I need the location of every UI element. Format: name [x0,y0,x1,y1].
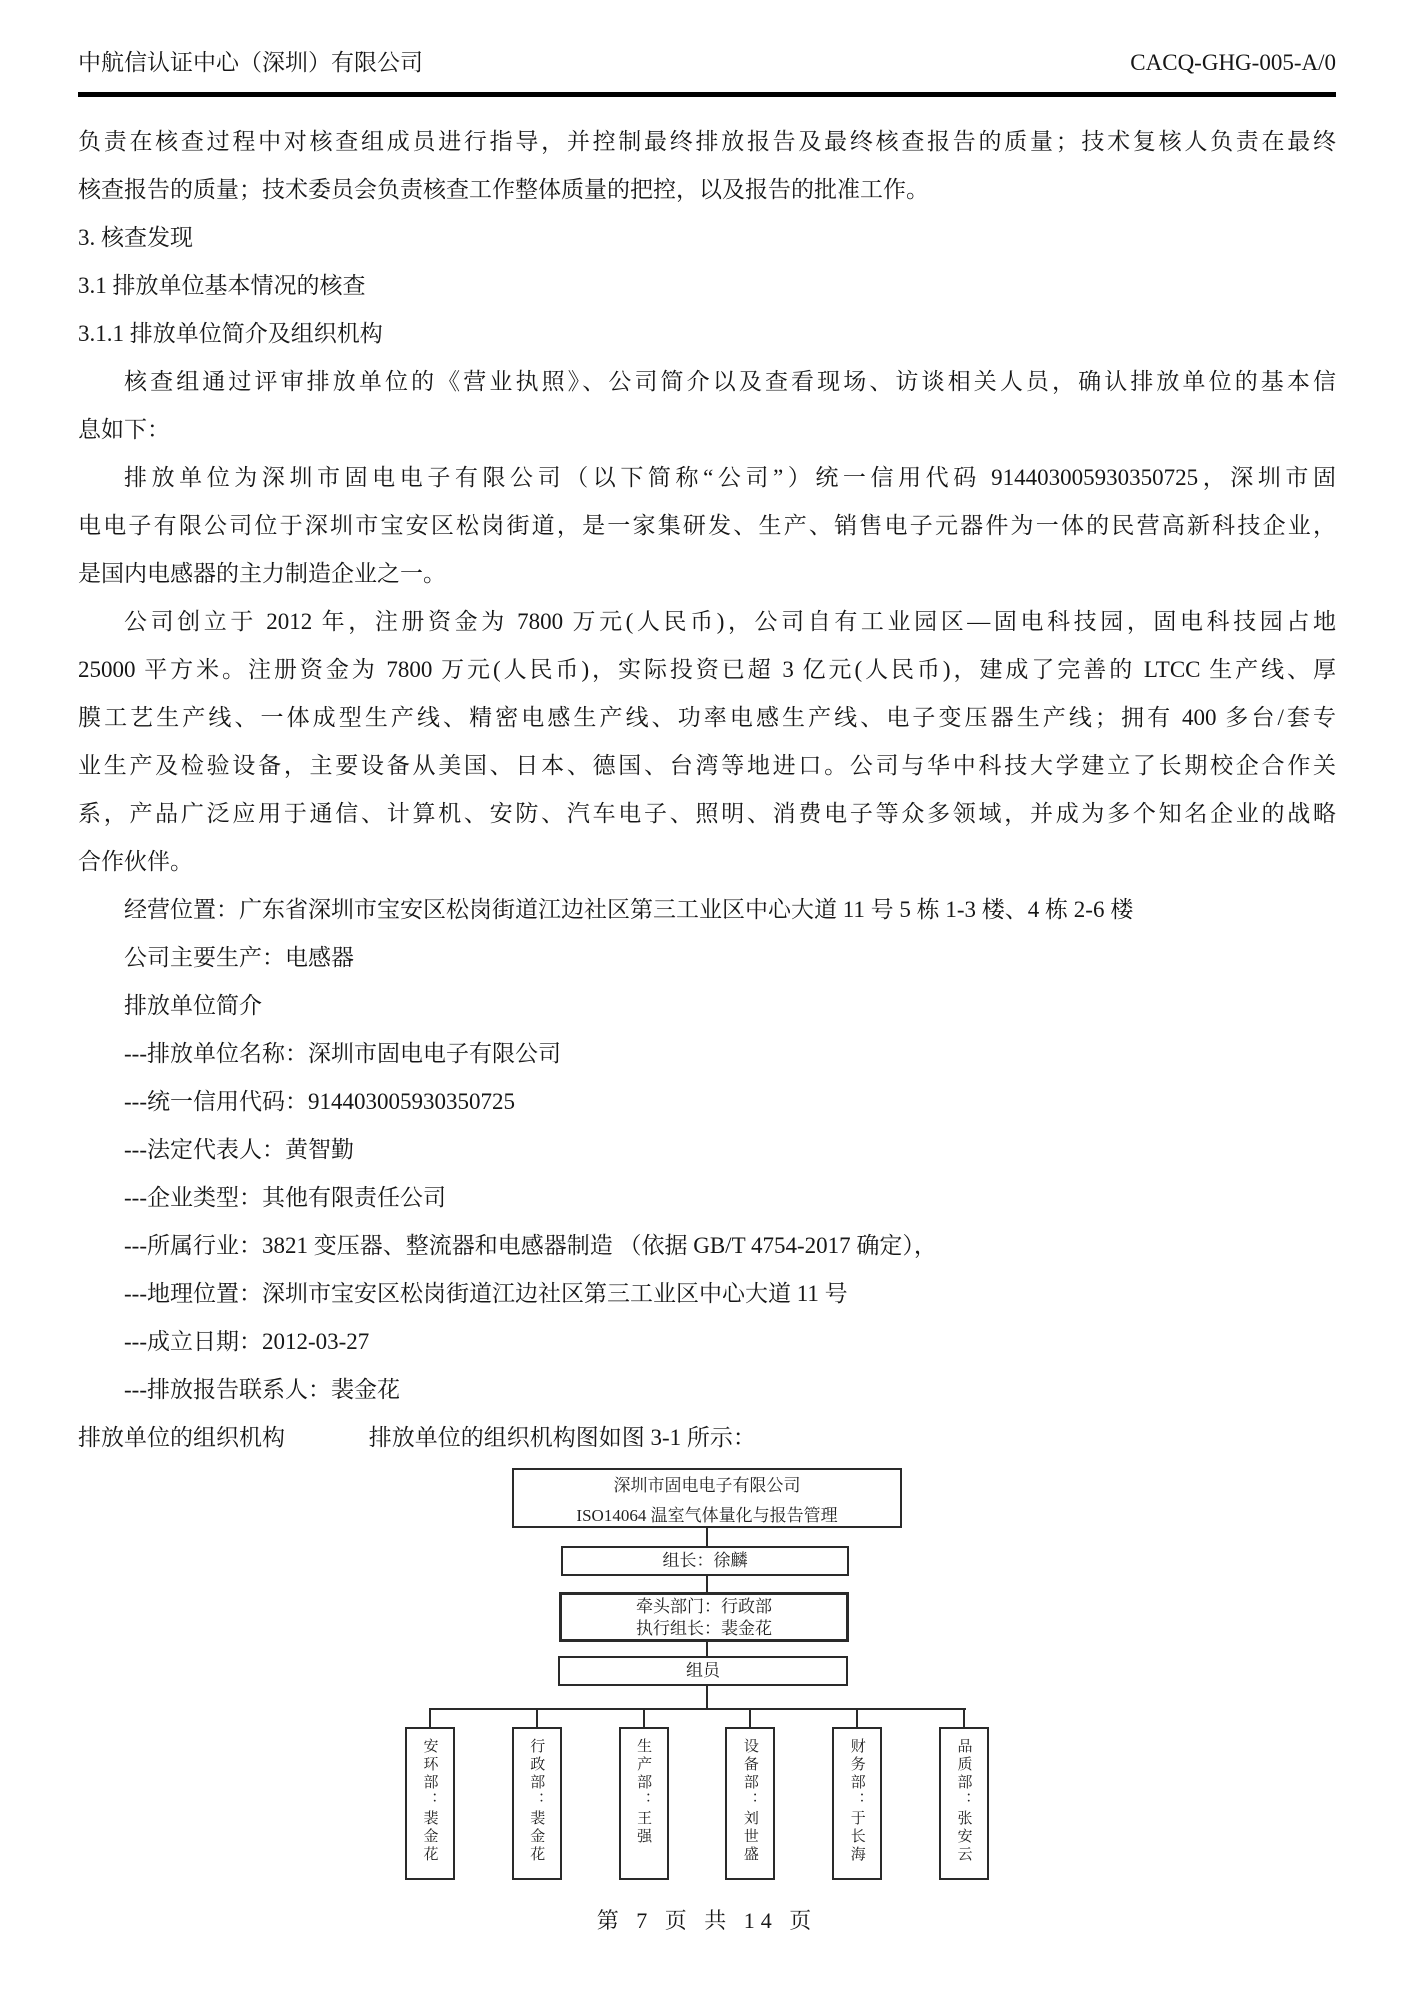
body-line: ---成立日期：2012-03-27 [124,1329,370,1354]
org-chart-leader-box: 组长：徐麟 [561,1546,849,1576]
org-chart-dept-box [939,1727,989,1880]
body-line: 膜工艺生产线、一体成型生产线、精密电感生产线、功率电感生产线、电子变压器生产线；拥有 400 多台/套专 [78,705,1336,730]
connector-line [706,1642,708,1656]
body-line: ---所属行业：3821 变压器、整流器和电感器制造 （依据 GB/T 4754-2017 确定）， [124,1233,937,1258]
page-header [78,48,1336,78]
dept-label: 行政部：裴金花 [528,1738,545,1864]
body-line: 排放单位简介 [124,993,262,1018]
body-line: 3. 核查发现 [78,225,193,250]
body-line: 经营位置：广东省深圳市宝安区松岗街道江边社区第三工业区中心大道 11 号 5 栋 1-3 楼、4 栋 2-6 楼 [124,897,1134,922]
body-line: 公司创立于 2012 年，注册资金为 7800 万元(人民币)，公司自有工业园区—固电科技园，固电科技园占地 [124,609,1336,634]
connector-line [706,1576,708,1592]
body-line: ---排放单位名称：深圳市固电电子有限公司 [124,1041,561,1066]
org-chart-dept-box [512,1727,562,1880]
connector-line [706,1686,708,1710]
org-caption-left: 排放单位的组织机构 [78,1425,285,1450]
org-chart-dept-box [725,1727,775,1880]
body-line: 业生产及检验设备，主要设备从美国、日本、德国、台湾等地进口。公司与华中科技大学建立了长期校企合作关 [78,753,1336,778]
body-line: 3.1.1 排放单位简介及组织机构 [78,321,383,346]
body-line: 是国内电感器的主力制造企业之一。 [78,561,446,586]
org-chart-caption [78,1414,756,1462]
page-number: 第 7 页 共 14 页 [596,1908,818,1933]
body-line: 排放单位为深圳市固电电子有限公司（以下简称“公司”）统一信用代码 914403005930350725，深圳市固 [124,465,1336,490]
header-doc-code: CACQ-GHG-005-A/0 [1130,50,1336,75]
org-chart-dept-box [619,1727,669,1880]
body-line: 核查报告的质量；技术委员会负责核查工作整体质量的把控，以及报告的批准工作。 [78,177,929,202]
body-line: 25000 平方米。注册资金为 7800 万元(人民币)，实际投资已超 3 亿元(人民币)，建成了完善的 LTCC 生产线、厚 [78,657,1336,682]
header-rule [78,92,1336,97]
org-root-line1: 深圳市固电电子有限公司 [613,1475,801,1495]
body-line: 核查组通过评审排放单位的《营业执照》、公司简介以及查看现场、访谈相关人员，确认排放单位的基本信 [124,369,1336,394]
body-line: 公司主要生产：电感器 [124,945,354,970]
body-line: 3.1 排放单位基本情况的核查 [78,273,366,298]
body-line: 合作伙伴。 [78,849,193,874]
body-line: 电电子有限公司位于深圳市宝安区松岗街道，是一家集研发、生产、销售电子元器件为一体的民营高新科技企业， [78,513,1336,538]
body-line: ---企业类型：其他有限责任公司 [124,1185,446,1210]
connector-line [706,1528,708,1546]
org-chart-lead-dept-box [559,1592,849,1642]
dept-label: 财务部：于长海 [848,1738,865,1864]
connector-rail [430,1708,966,1710]
org-root-line2: ISO14064 温室气体量化与报告管理 [576,1505,838,1525]
org-caption-right: 排放单位的组织机构图如图 3-1 所示： [368,1425,756,1450]
org-chart-dept-box [832,1727,882,1880]
dept-label: 生产部：王强 [635,1738,652,1846]
dept-label: 设备部：刘世盛 [741,1738,758,1864]
document-body [78,118,1336,1414]
body-line: ---法定代表人：黄智勤 [124,1137,354,1162]
body-line: ---排放报告联系人：裴金花 [124,1377,400,1402]
header-company-name: 中航信认证中心（深圳）有限公司 [78,50,423,75]
org-chart-dept-box [405,1727,455,1880]
dept-label: 安环部：裴金花 [421,1738,438,1864]
org-chart-departments [405,1727,989,1880]
body-line: ---统一信用代码：914403005930350725 [124,1089,515,1114]
body-line: 负责在核查过程中对核查组成员进行指导，并控制最终排放报告及最终核查报告的质量；技术复核人负责在最终 [78,129,1336,154]
lead-dept-line1: 牵头部门：行政部 [636,1596,772,1616]
body-line: 系，产品广泛应用于通信、计算机、安防、汽车电子、照明、消费电子等众多领域，并成为多个知名企业的战略 [78,801,1336,826]
lead-dept-line2: 执行组长：裴金花 [636,1618,772,1638]
body-line: 息如下： [78,417,170,442]
dept-label: 品质部：张安云 [955,1738,972,1864]
body-line: ---地理位置：深圳市宝安区松岗街道江边社区第三工业区中心大道 11 号 [124,1281,848,1306]
org-chart-root-box [512,1468,902,1528]
org-chart-members-box: 组员 [558,1656,848,1686]
